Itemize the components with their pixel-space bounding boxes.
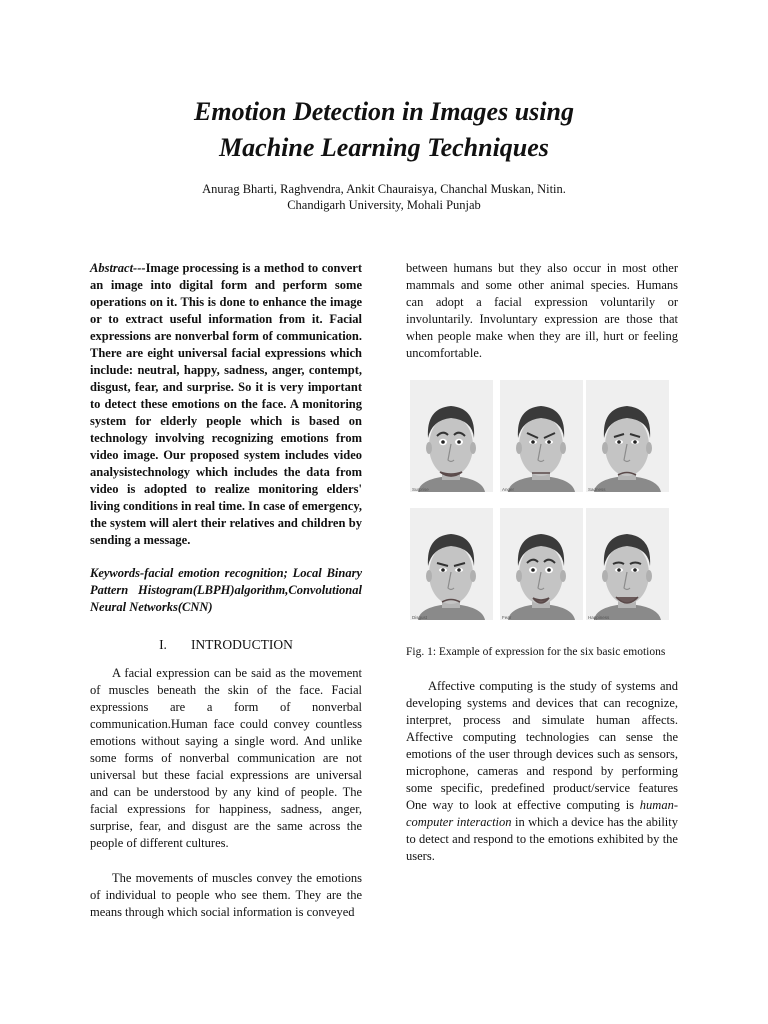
affiliation: Chandigarh University, Mohali Punjab: [287, 198, 481, 212]
face-photo-sadness: [586, 380, 669, 492]
authors: Anurag Bharti, Raghvendra, Ankit Chauraisya, Chanchal Muskan, Nitin.: [202, 182, 566, 196]
face-label: Happiness: [588, 615, 610, 620]
section-heading-introduction: [90, 636, 362, 653]
section-number: I.: [159, 637, 167, 652]
right-column-bottom: [406, 678, 678, 865]
figure-caption: Fig. 1: Example of expression for the six basic emotions: [406, 646, 666, 658]
face-label: Sadness: [588, 487, 606, 492]
affective-computing-paragraph: [406, 678, 678, 865]
face-label: Disgust: [412, 615, 428, 620]
face-photo-disgust: [410, 508, 493, 620]
continued-paragraph: between humans but they also occur in most other mammals and some other animal species. Humans can adopt a facial expression voluntarily or involuntarily. Involuntary expression are those that when people make when they are ill, hurt or feeling uncomfortable.: [406, 261, 678, 360]
face-label: Surprise: [412, 487, 429, 492]
abstract: [90, 260, 362, 549]
affective-text-1: Affective computing is the study of systems and developing systems and devices that can recognize, interpret, process and simulate human affects. Affective computing technologies can sense the emotions of the user through devices such as sensors, microphone, cameras and respond by performing some specific, predefined product/service features One way to look at effective computing is: [406, 679, 678, 812]
left-column: [90, 260, 362, 921]
face-label: Anger: [502, 487, 515, 492]
paper-title-line-1: Emotion Detection in Images using: [194, 97, 574, 126]
affective-italic-term: human-computer interaction: [406, 798, 678, 829]
face-photo-fear: [500, 508, 583, 620]
section-title: INTRODUCTION: [190, 637, 293, 652]
emotion-faces-figure: [406, 380, 678, 624]
right-column-top: [406, 260, 678, 362]
paper-title-line-2: Machine Learning Techniques: [219, 133, 549, 162]
keywords: Keywords-facial emotion recognition; Local Binary Pattern Histogram(LBPH)algorithm,Convolutional Neural Networks(CNN): [90, 566, 362, 614]
abstract-lead: Abstract---: [90, 261, 146, 275]
face-label: Fear: [502, 615, 512, 620]
intro-paragraph-1: A facial expression can be said as the movement of muscles beneath the skin of the face. Facial expressions are a form of nonverbal communication.Human face could convey countless emotions without saying a single word. And unlike some forms of nonverbal communication are not universal but these facial expressions are universal and can be understood by any kind of people. The facial expressions for happiness, sadness, anger, surprise, fear, and disgust are the same across the people of different cultures.: [90, 666, 362, 850]
face-photo-anger: [500, 380, 583, 492]
face-photo-surprise: [410, 380, 493, 492]
abstract-text: Image processing is a method to convert an image into digital form and perform some operations on it. This is done to enhance the image or to extract useful information from it. Facial expressions are nonverbal form of communication. There are eight universal facial expressions which include: neutral, happy, sadness, anger, contempt, disgust, fear, and surprise. So it is very important to detect these emotions on the face. A monitoring system for elderly people which is based on technology involving recognizing emotions from video image. Our proposed system includes video analysistechnology which includes the data from video is adopted to realize monitoring elders' living conditions in real time. In case of emergency, the system will alert their relatives and children by sending a message.: [90, 261, 362, 547]
face-photo-happiness: [586, 508, 669, 620]
intro-paragraph-2: The movements of muscles convey the emotions of individual to people who see them. They are the means through which social information is conveyed: [90, 871, 362, 919]
affective-text-2: in which a device has the ability to detect and respond to the emotions exhibited by the users.: [406, 815, 678, 863]
